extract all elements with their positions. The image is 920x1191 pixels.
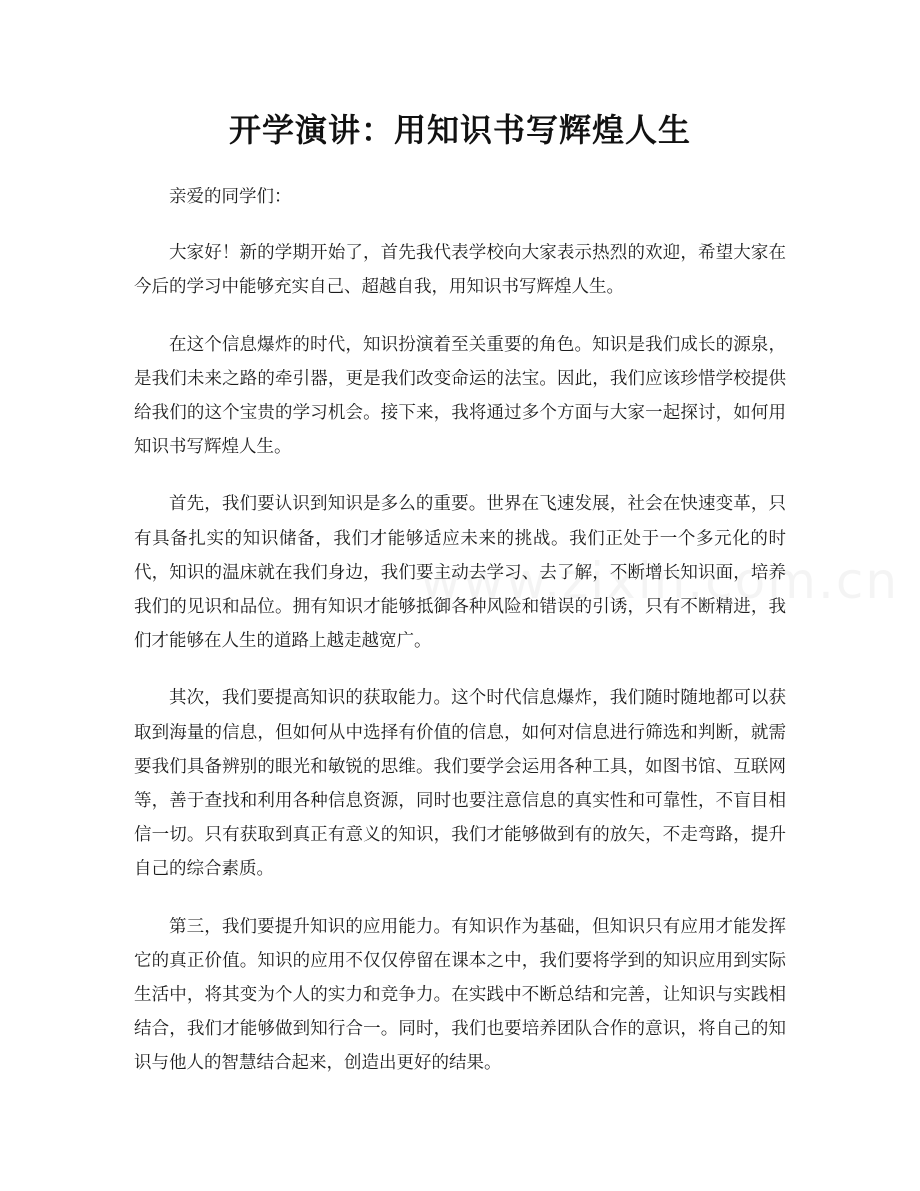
paragraph-2: 在这个信息爆炸的时代，知识扮演着至关重要的角色。知识是我们成长的源泉，是我们未来之路的牵引器，更是我们改变命运的法宝。因此，我们应该珍惜学校提供给我们的这个宝贵的学习机会。接下来，我将通过多个方面与大家一起探讨，如何用知识书写辉煌人生。	[134, 334, 786, 458]
paragraph-4: 其次，我们要提高知识的获取能力。这个时代信息爆炸，我们随时随地都可以获取到海量的信息，但如何从中选择有价值的信息，如何对信息进行筛选和判断，就需要我们具备辨别的眼光和敏锐的思维。我们要学会运用各种工具，如图书馆、互联网等，善于查找和利用各种信息资源，同时也要注意信息的真实性和可靠性，不盲目相信一切。只有获取到真正有意义的知识，我们才能够做到有的放矢，不走弯路，提升自己的综合素质。	[134, 688, 786, 880]
document-title: 开学演讲：用知识书写辉煌人生	[228, 111, 691, 149]
paragraph-1: 大家好！新的学期开始了，首先我代表学校向大家表示热烈的欢迎，希望大家在今后的学习中能够充实自己、超越自我，用知识书写辉煌人生。	[134, 243, 786, 298]
document-body	[134, 180, 786, 1104]
paragraph-5: 第三，我们要提升知识的应用能力。有知识作为基础，但知识只有应用才能发挥它的真正价值。知识的应用不仅仅停留在课本之中，我们要将学到的知识应用到实际生活中，将其变为个人的实力和竞争力。在实践中不断总结和完善，让知识与实践相结合，我们才能够做到知行合一。同时，我们也要培养团队合作的意识，将自己的知识与他人的智慧结合起来，创造出更好的结果。	[134, 916, 786, 1074]
greeting: 亲爱的同学们：	[169, 187, 292, 207]
paragraph-3: 首先，我们要认识到知识是多么的重要。世界在飞速发展，社会在快速变革，只有具备扎实的知识储备，我们才能够适应未来的挑战。我们正处于一个多元化的时代，知识的温床就在我们身边，我们要主动去学习、去了解，不断增长知识面，培养我们的见识和品位。拥有知识才能够抵御各种风险和错误的引诱，只有不断精进，我们才能够在人生的道路上越走越宽广。	[134, 494, 786, 652]
